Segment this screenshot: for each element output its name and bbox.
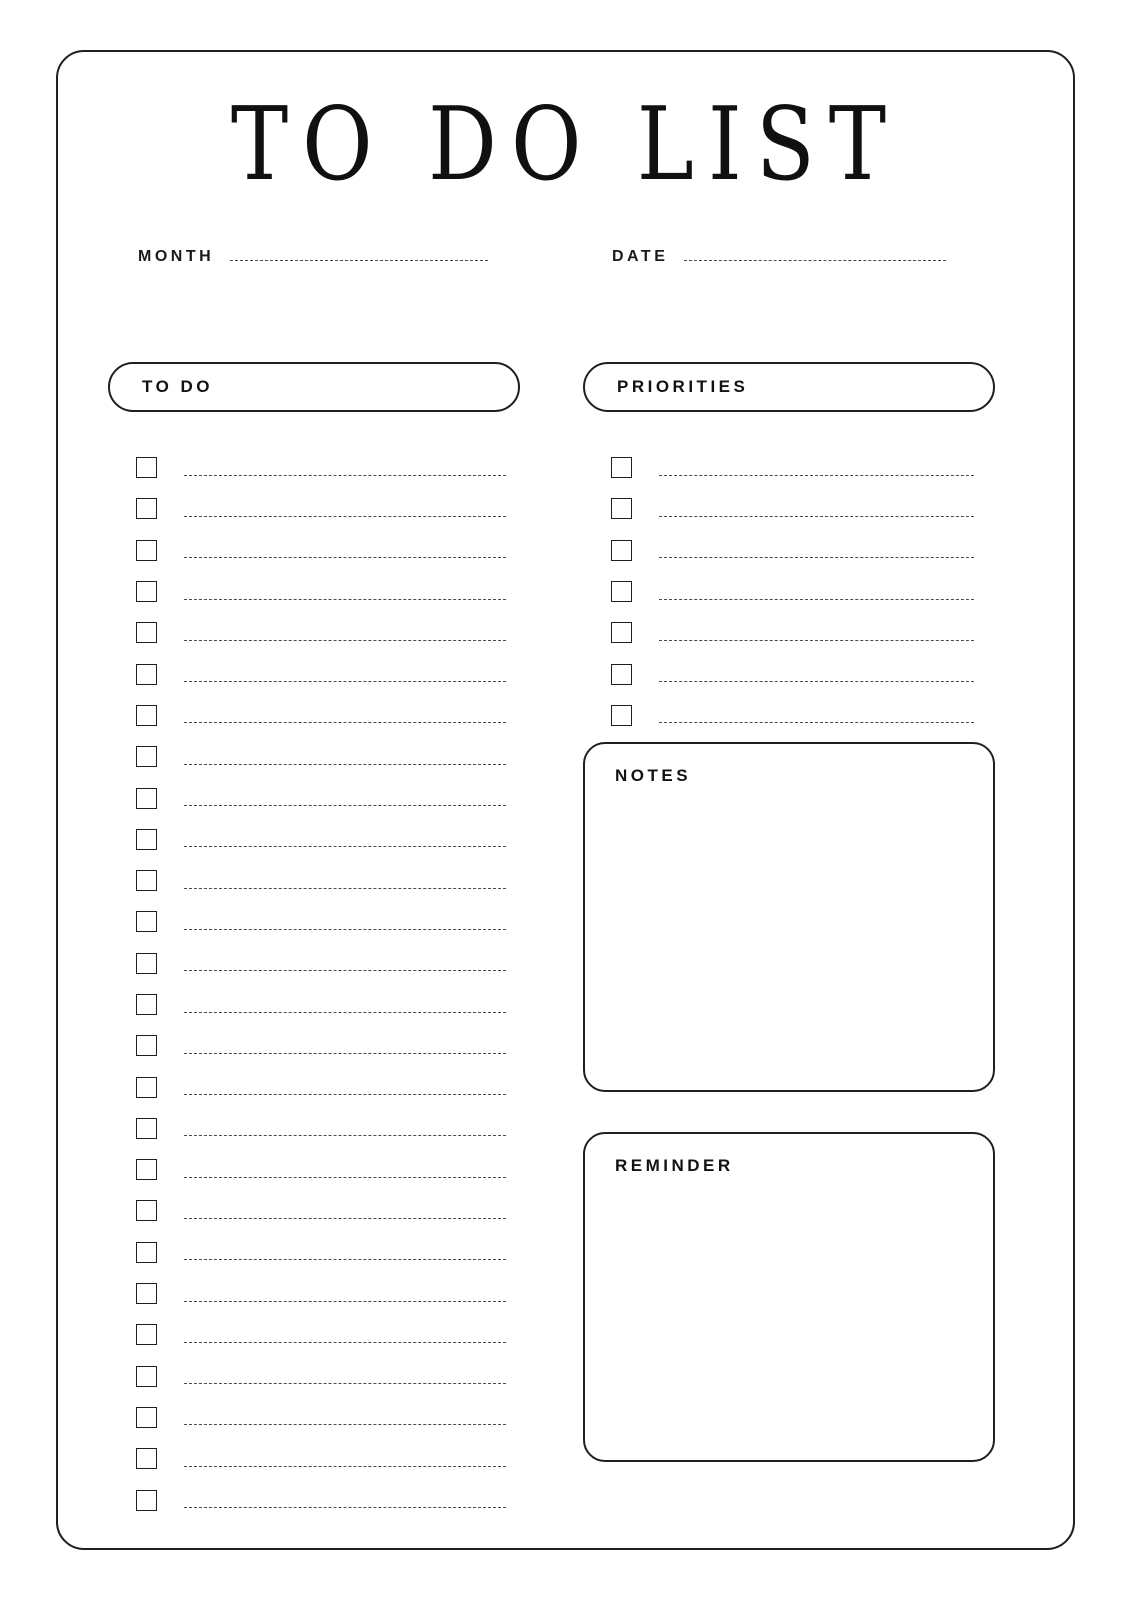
priority-item-input-rule[interactable] xyxy=(659,680,974,682)
priority-item-row[interactable] xyxy=(611,653,974,694)
todo-item-input-rule[interactable] xyxy=(184,1423,506,1425)
checkbox-icon[interactable] xyxy=(136,746,157,767)
checkbox-icon[interactable] xyxy=(611,622,632,643)
notes-box[interactable] xyxy=(583,742,995,1092)
priority-item-input-rule[interactable] xyxy=(659,721,974,723)
todo-item-input-rule[interactable] xyxy=(184,598,506,600)
reminder-heading: REMINDER xyxy=(615,1156,734,1175)
todo-item-row[interactable] xyxy=(136,943,506,984)
priority-item-row[interactable] xyxy=(611,530,974,571)
todo-item-row[interactable] xyxy=(136,571,506,612)
month-label: MONTH xyxy=(138,248,215,265)
todo-item-row[interactable] xyxy=(136,1232,506,1273)
todo-item-row[interactable] xyxy=(136,736,506,777)
checkbox-icon[interactable] xyxy=(136,953,157,974)
reminder-box[interactable] xyxy=(583,1132,995,1462)
todo-item-row[interactable] xyxy=(136,777,506,818)
todo-item-input-rule[interactable] xyxy=(184,1382,506,1384)
checkbox-icon[interactable] xyxy=(136,829,157,850)
priority-item-row[interactable] xyxy=(611,695,974,736)
todo-item-input-rule[interactable] xyxy=(184,556,506,558)
month-field[interactable] xyxy=(138,248,488,266)
todo-item-row[interactable] xyxy=(136,488,506,529)
todo-item-input-rule[interactable] xyxy=(184,721,506,723)
priority-item-input-rule[interactable] xyxy=(659,639,974,641)
checkbox-icon[interactable] xyxy=(136,1159,157,1180)
todo-item-row[interactable] xyxy=(136,1066,506,1107)
checkbox-icon[interactable] xyxy=(136,1366,157,1387)
checkbox-icon[interactable] xyxy=(136,1324,157,1345)
checkbox-icon[interactable] xyxy=(136,1407,157,1428)
todo-item-input-rule[interactable] xyxy=(184,1300,506,1302)
todo-item-row[interactable] xyxy=(136,819,506,860)
checkbox-icon[interactable] xyxy=(611,705,632,726)
planner-page xyxy=(56,50,1075,1550)
todo-item-row[interactable] xyxy=(136,984,506,1025)
checkbox-icon[interactable] xyxy=(136,911,157,932)
todo-item-input-rule[interactable] xyxy=(184,639,506,641)
todo-item-input-rule[interactable] xyxy=(184,680,506,682)
todo-item-row[interactable] xyxy=(136,1397,506,1438)
todo-checklist xyxy=(136,447,506,1521)
priority-item-row[interactable] xyxy=(611,488,974,529)
notes-heading: NOTES xyxy=(615,766,692,785)
todo-item-row[interactable] xyxy=(136,1479,506,1520)
todo-item-row[interactable] xyxy=(136,1314,506,1355)
todo-item-input-rule[interactable] xyxy=(184,845,506,847)
todo-item-input-rule[interactable] xyxy=(184,804,506,806)
todo-item-input-rule[interactable] xyxy=(184,1176,506,1178)
checkbox-icon[interactable] xyxy=(136,705,157,726)
todo-item-row[interactable] xyxy=(136,447,506,488)
priority-item-row[interactable] xyxy=(611,612,974,653)
checkbox-icon[interactable] xyxy=(136,581,157,602)
checkbox-icon[interactable] xyxy=(136,1077,157,1098)
todo-item-input-rule[interactable] xyxy=(184,1258,506,1260)
page-title: TO DO LIST xyxy=(230,85,901,204)
todo-item-row[interactable] xyxy=(136,1108,506,1149)
todo-item-row[interactable] xyxy=(136,1025,506,1066)
todo-item-row[interactable] xyxy=(136,1190,506,1231)
priority-item-row[interactable] xyxy=(611,447,974,488)
checkbox-icon[interactable] xyxy=(136,664,157,685)
checkbox-icon[interactable] xyxy=(136,1035,157,1056)
checkbox-icon[interactable] xyxy=(136,1283,157,1304)
priority-item-input-rule[interactable] xyxy=(659,474,974,476)
todo-item-input-rule[interactable] xyxy=(184,1341,506,1343)
date-input-rule[interactable] xyxy=(684,259,946,261)
month-input-rule[interactable] xyxy=(230,259,488,261)
checkbox-icon[interactable] xyxy=(136,1448,157,1469)
checkbox-icon[interactable] xyxy=(136,1490,157,1511)
checkbox-icon[interactable] xyxy=(611,664,632,685)
checkbox-icon[interactable] xyxy=(611,581,632,602)
checkbox-icon[interactable] xyxy=(136,1118,157,1139)
date-label: DATE xyxy=(612,248,669,265)
todo-item-input-rule[interactable] xyxy=(184,1093,506,1095)
todo-item-row[interactable] xyxy=(136,1273,506,1314)
priorities-checklist xyxy=(611,447,974,736)
todo-item-input-rule[interactable] xyxy=(184,1052,506,1054)
todo-item-row[interactable] xyxy=(136,860,506,901)
todo-item-input-rule[interactable] xyxy=(184,928,506,930)
checkbox-icon[interactable] xyxy=(611,457,632,478)
checkbox-icon[interactable] xyxy=(136,540,157,561)
todo-item-row[interactable] xyxy=(136,653,506,694)
checkbox-icon[interactable] xyxy=(611,498,632,519)
checkbox-icon[interactable] xyxy=(136,788,157,809)
checkbox-icon[interactable] xyxy=(136,498,157,519)
todo-item-row[interactable] xyxy=(136,1356,506,1397)
checkbox-icon[interactable] xyxy=(136,870,157,891)
todo-item-input-rule[interactable] xyxy=(184,1506,506,1508)
todo-item-row[interactable] xyxy=(136,612,506,653)
priorities-heading: PRIORITIES xyxy=(617,377,749,396)
checkbox-icon[interactable] xyxy=(136,1200,157,1221)
todo-item-input-rule[interactable] xyxy=(184,1465,506,1467)
header-fields xyxy=(58,248,1073,278)
checkbox-icon[interactable] xyxy=(136,622,157,643)
todo-item-input-rule[interactable] xyxy=(184,1011,506,1013)
priority-item-input-rule[interactable] xyxy=(659,515,974,517)
priority-item-input-rule[interactable] xyxy=(659,598,974,600)
priorities-section-header xyxy=(583,362,995,412)
checkbox-icon[interactable] xyxy=(136,994,157,1015)
todo-item-row[interactable] xyxy=(136,1149,506,1190)
todo-item-row[interactable] xyxy=(136,530,506,571)
todo-item-input-rule[interactable] xyxy=(184,474,506,476)
checkbox-icon[interactable] xyxy=(611,540,632,561)
priority-item-row[interactable] xyxy=(611,571,974,612)
todo-section-header xyxy=(108,362,520,412)
todo-item-row[interactable] xyxy=(136,695,506,736)
todo-item-input-rule[interactable] xyxy=(184,887,506,889)
date-field[interactable] xyxy=(612,248,946,266)
todo-item-input-rule[interactable] xyxy=(184,1134,506,1136)
checkbox-icon[interactable] xyxy=(136,457,157,478)
priority-item-input-rule[interactable] xyxy=(659,556,974,558)
todo-item-input-rule[interactable] xyxy=(184,1217,506,1219)
todo-item-row[interactable] xyxy=(136,901,506,942)
todo-heading: TO DO xyxy=(142,377,214,396)
todo-item-row[interactable] xyxy=(136,1438,506,1479)
todo-item-input-rule[interactable] xyxy=(184,515,506,517)
checkbox-icon[interactable] xyxy=(136,1242,157,1263)
todo-item-input-rule[interactable] xyxy=(184,763,506,765)
todo-item-input-rule[interactable] xyxy=(184,969,506,971)
